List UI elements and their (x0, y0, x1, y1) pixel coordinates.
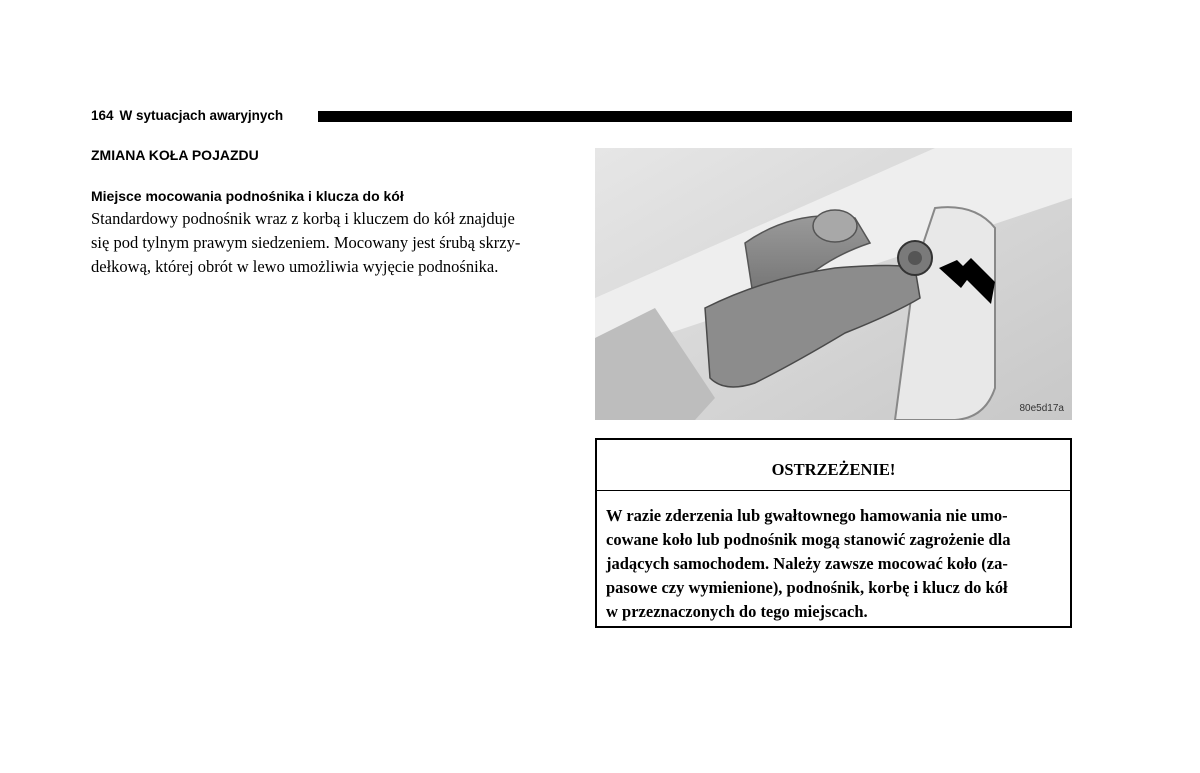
body-line: się pod tylnym prawym siedzeniem. Mocowany jest śrubą skrzy- (91, 233, 521, 252)
warning-box (595, 438, 1072, 628)
section-title: ZMIANA KOŁA POJAZDU (91, 147, 259, 163)
jack-illustration (595, 148, 1072, 420)
warning-line: jadących samochodem. Należy zawsze mocować koło (za- (606, 554, 1008, 573)
warning-title: OSTRZEŻENIE! (771, 460, 896, 479)
jack-screw (813, 210, 857, 242)
warning-line: pasowe czy wymienione), podnośnik, korbę i klucz do kół (606, 578, 1008, 597)
wing-bolt-center (908, 251, 922, 265)
body-line: Standardowy podnośnik wraz z korbą i kluczem do kół znajduje (91, 209, 515, 228)
section-name: W sytuacjach awaryjnych (119, 108, 284, 123)
page-header (91, 107, 1072, 127)
warning-line: W razie zderzenia lub gwałtownego hamowania nie umo- (606, 506, 1008, 525)
page-number: 164 (91, 108, 114, 123)
subheading: Miejsce mocowania podnośnika i klucza do kół (91, 188, 404, 204)
warning-line: cowane koło lub podnośnik mogą stanowić zagrożenie dla (606, 530, 1011, 549)
jack-drawing (595, 148, 1072, 420)
header-text (91, 108, 283, 123)
body-line: dełkową, której obrót w lewo umożliwia wyjęcie podnośnika. (91, 257, 499, 276)
header-rule (318, 111, 1072, 122)
warning-line: w przeznaczonych do tego miejscach. (606, 602, 868, 621)
body-text (91, 207, 571, 279)
warning-text (606, 504, 1058, 624)
warning-divider (597, 490, 1070, 491)
figure-code: 80e5d17a (1019, 403, 1064, 414)
